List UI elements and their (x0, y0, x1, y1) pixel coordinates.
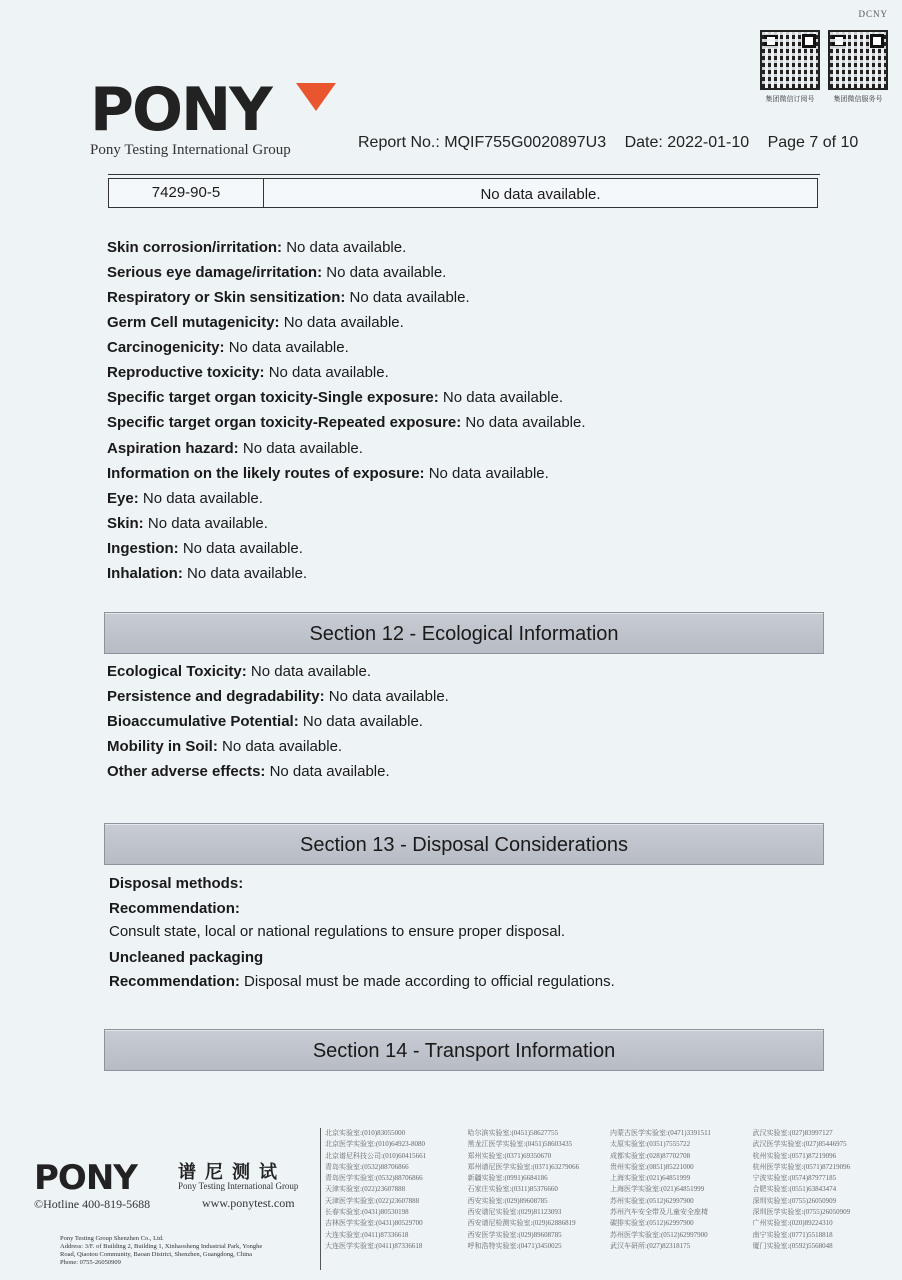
lab-entry: 太原实验室:(0351)7555722 (610, 1140, 691, 1149)
report-date: Date: 2022-01-10 (624, 134, 750, 151)
lab-entry: 西安谱尼实验室:(029)81123093 (467, 1208, 562, 1217)
report-header (358, 134, 858, 152)
list-item: Other adverse effects: No data available. (107, 763, 390, 780)
lab-entry: 青岛医学实验室:(0532)88706866 (325, 1174, 423, 1183)
lab-column (325, 1128, 464, 1270)
corner-code: DCNY (858, 9, 888, 19)
footer-hotline: ©Hotline 400-819-5688 (34, 1197, 151, 1211)
group-name: Pony Testing International Group (90, 142, 291, 158)
list-item: Germ Cell mutagenicity: No data available. (107, 314, 404, 331)
footer-logo: PONY (34, 1158, 137, 1198)
lab-entry: 广州实验室:(020)89224310 (752, 1219, 833, 1228)
list-item: Reproductive toxicity: No data available. (107, 364, 389, 381)
lab-entry: 厦门实验室:(0592)5568048 (752, 1241, 833, 1250)
lab-entry: 呼和浩特实验室:(0471)3450025 (467, 1241, 562, 1250)
list-item: Ingestion: No data available. (107, 540, 303, 557)
lab-entry: 深圳实验室:(0755)26050909 (752, 1196, 837, 1205)
lab-entry: 苏州汽车安全带及儿童安全座椅 (610, 1208, 708, 1217)
lab-entry: 武汉车研所:(027)82318175 (610, 1241, 691, 1250)
list-item: Carcinogenicity: No data available. (107, 339, 349, 356)
list-item: Inhalation: No data available. (107, 565, 308, 582)
lab-entry: 西安谱尼检测实验室:(029)62886819 (467, 1219, 576, 1228)
cas-number: 7429-90-5 (109, 179, 264, 207)
logo-triangle-icon (296, 83, 336, 111)
cas-value: No data available. (480, 186, 601, 203)
lab-entry: 西安医学实验室:(029)89608785 (467, 1230, 562, 1239)
lab-entry: 杭州医学实验室:(0571)87219096 (752, 1162, 851, 1171)
lab-entry: 北京实验室:(010)83055000 (325, 1129, 406, 1137)
lab-directory (325, 1128, 891, 1270)
list-item: Mobility in Soil: No data available. (107, 738, 343, 755)
lab-entry: 天津医学实验室:(022)23607888 (325, 1196, 420, 1205)
lab-entry: 天津实验室:(022)23607888 (325, 1185, 406, 1194)
lab-entry: 北京谱尼科技公司:(010)60415661 (325, 1151, 427, 1160)
lab-entry: 上海实验室:(021)64851999 (610, 1174, 691, 1183)
footer-divider (320, 1128, 321, 1270)
report-number: Report No.: MQIF755G0020897U3 (358, 134, 607, 151)
footer-chinese-name: 谱尼测试 (178, 1162, 286, 1182)
section-13-header: Section 13 - Disposal Considerations (104, 823, 824, 865)
lab-entry: 黑龙江医学实验室:(0451)58603435 (467, 1140, 573, 1149)
lab-entry: 深圳医学实验室:(0755)26050909 (752, 1208, 851, 1217)
recommendation-text: Consult state, local or national regulations to ensure proper disposal. (109, 923, 566, 940)
lab-entry: 北京医学实验室:(010)64923-8080 (325, 1140, 425, 1149)
header-divider (108, 174, 820, 175)
cas-table-row (108, 178, 818, 208)
lab-entry: 南宁实验室:(0771)5518818 (752, 1230, 833, 1239)
uncleaned-packaging-label: Uncleaned packaging (109, 949, 264, 966)
footer-website: www.ponytest.com (202, 1196, 295, 1210)
lab-entry: 石家庄实验室:(0311)85376660 (467, 1185, 558, 1194)
qr-code-subscription (760, 30, 820, 90)
footer-address: Pony Testing Group Shenzhen Co., Ltd. Address: 3/F. of Building 2, Building 1, Xinhaosheng Industrial Park, Yonghe Road, Qiaotou Community, Baoan District, Shenzhen, Guangdong, China Phone: 0755-26050909 (60, 1235, 263, 1266)
lab-entry: 贵州实验室:(0851)85221000 (610, 1162, 694, 1171)
lab-entry: 上海医学实验室:(021)64851999 (610, 1185, 705, 1194)
disposal-methods-label: Disposal methods: (109, 875, 244, 892)
qr-caption-service: 集团微信服务号 (833, 96, 883, 103)
company-logo: PONY (90, 75, 271, 145)
lab-entry: 大连实验室:(0411)87336618 (325, 1230, 409, 1239)
lab-entry: 新疆实验室:(0991)6684186 (467, 1174, 548, 1183)
lab-entry: 合肥实验室:(0551)63843474 (752, 1185, 837, 1194)
section-12-header: Section 12 - Ecological Information (104, 612, 824, 654)
list-item: Skin: No data available. (107, 515, 268, 532)
lab-entry: 青岛实验室:(0532)88706866 (325, 1162, 409, 1171)
list-item: Respiratory or Skin sensitization: No data available. (107, 289, 470, 306)
recommendation-2: Recommendation: Disposal must be made according to official regulations. (109, 973, 615, 990)
lab-entry: 武汉医学实验室:(027)85446975 (752, 1140, 847, 1149)
list-item: Persistence and degradability: No data available. (107, 688, 449, 705)
footer-english-name: Pony Testing International Group (178, 1181, 299, 1191)
lab-entry: 大连医学实验室:(0411)87336618 (325, 1241, 423, 1250)
lab-entry: 杭州实验室:(0571)87219096 (752, 1151, 837, 1160)
lab-entry: 内蒙古医学实验室:(0471)3391511 (610, 1129, 711, 1137)
lab-column (610, 1128, 749, 1270)
lab-entry: 武汉实验室:(027)83997127 (752, 1129, 833, 1137)
lab-entry: 长春实验室:(0431)80530198 (325, 1208, 409, 1217)
list-item: Aspiration hazard: No data available. (107, 440, 363, 457)
list-item: Serious eye damage/irritation: No data available. (107, 264, 447, 281)
lab-entry: 成都实验室:(028)87702708 (610, 1151, 691, 1160)
lab-entry: 哈尔滨实验室:(0451)58627755 (467, 1129, 559, 1137)
list-item: Ecological Toxicity: No data available. (107, 663, 372, 680)
list-item: Specific target organ toxicity-Repeated exposure: No data available. (107, 414, 586, 431)
lab-entry: 苏州实验室:(0512)62997900 (610, 1196, 694, 1205)
page-number: Page 7 of 10 (767, 134, 859, 151)
lab-entry: 吉林医学实验室:(0431)80529700 (325, 1219, 423, 1228)
list-item: Information on the likely routes of exposure: No data available. (107, 465, 549, 482)
lab-entry: 郑州谱尼医学实验室:(0371)63279066 (467, 1162, 580, 1171)
lab-entry: 西安实验室:(029)89608785 (467, 1196, 548, 1205)
lab-entry: 碳排实验室:(0512)62997900 (610, 1219, 694, 1228)
section-14-header: Section 14 - Transport Information (104, 1029, 824, 1071)
lab-entry: 宁波实验室:(0574)87977185 (752, 1174, 837, 1183)
qr-code-service (828, 30, 888, 90)
lab-entry: 苏州医学实验室:(0512)62997900 (610, 1230, 708, 1239)
recommendation-label: Recommendation: (109, 900, 240, 917)
list-item: Bioaccumulative Potential: No data available. (107, 713, 423, 730)
list-item: Skin corrosion/irritation: No data available. (107, 239, 407, 256)
list-item: Eye: No data available. (107, 490, 263, 507)
lab-column (468, 1128, 607, 1270)
lab-entry: 郑州实验室:(0371)69350670 (467, 1151, 552, 1160)
list-item: Specific target organ toxicity-Single exposure: No data available. (107, 389, 563, 406)
qr-caption-subscription: 集团微信订阅号 (765, 96, 815, 103)
lab-column (753, 1128, 892, 1270)
